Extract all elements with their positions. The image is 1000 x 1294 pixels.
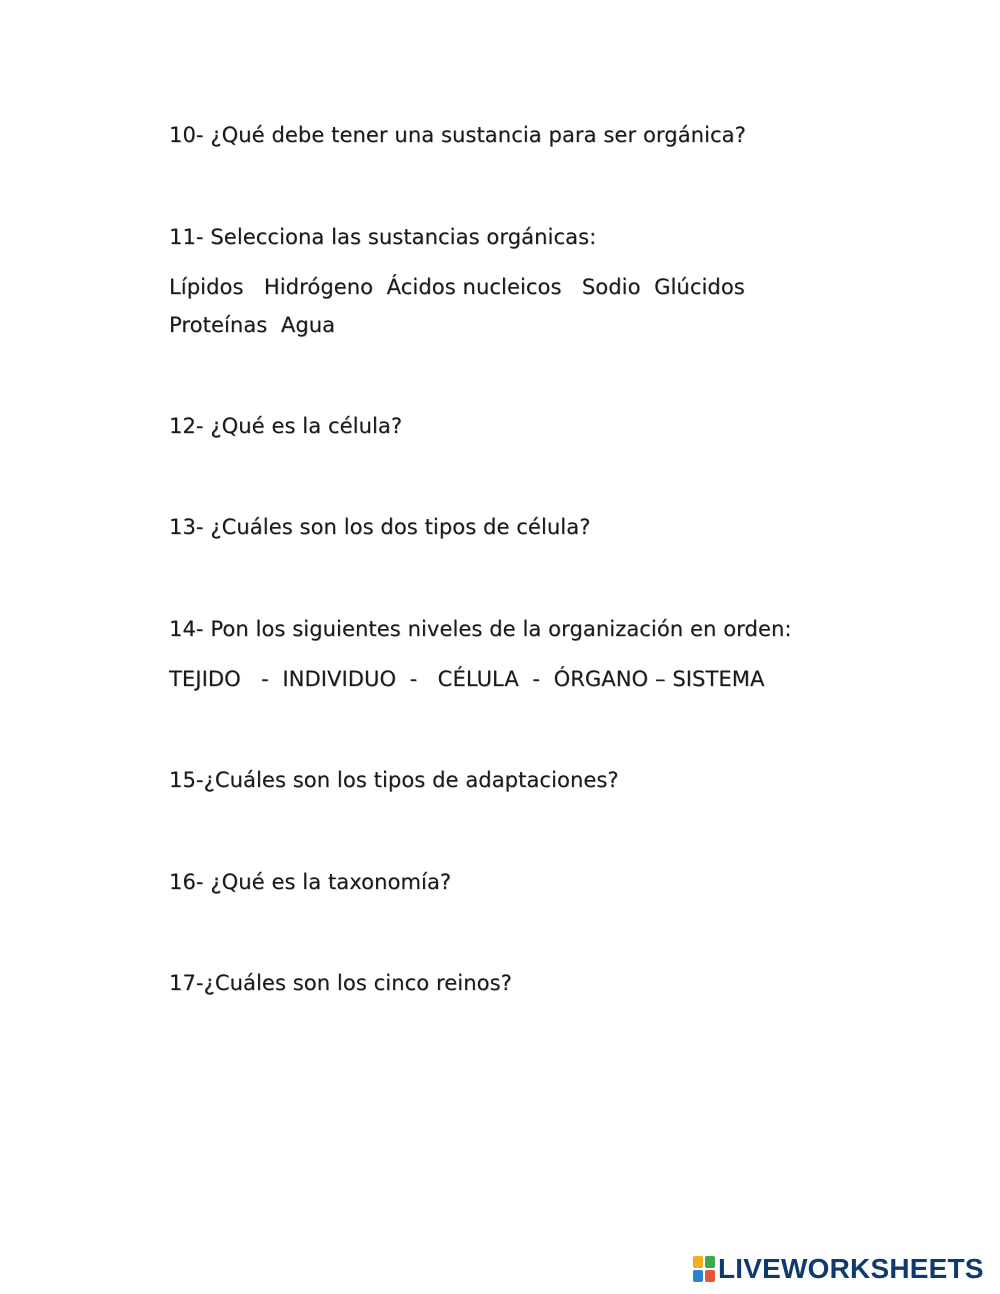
liveworksheets-logo [693,1254,984,1284]
question-11: 11- Selecciona las sustancias orgánicas: [169,225,597,249]
question-14: 14- Pon los siguientes niveles de la organización en orden: [169,617,792,641]
question-16: 16- ¿Qué es la taxonomía? [169,870,452,894]
logo-square-yellow [693,1256,703,1268]
liveworksheets-brand-text: LIVEWORKSHEETS [718,1253,984,1284]
question-11-options-line-2: Proteínas Agua [169,313,336,337]
logo-square-green [705,1256,715,1268]
question-15: 15-¿Cuáles son los tipos de adaptaciones? [169,768,619,792]
question-13: 13- ¿Cuáles son los dos tipos de célula? [169,515,591,539]
question-11-options-line-1: Lípidos Hidrógeno Ácidos nucleicos Sodio Glúcidos [169,275,745,299]
question-12: 12- ¿Qué es la célula? [169,414,403,438]
liveworksheets-mark-icon [693,1256,715,1282]
question-14-levels: TEJIDO - INDIVIDUO - CÉLULA - ÓRGANO – SISTEMA [169,667,765,691]
question-10: 10- ¿Qué debe tener una sustancia para ser orgánica? [169,123,746,147]
logo-square-red [705,1270,715,1282]
logo-square-blue [693,1270,703,1282]
question-17: 17-¿Cuáles son los cinco reinos? [169,971,512,995]
